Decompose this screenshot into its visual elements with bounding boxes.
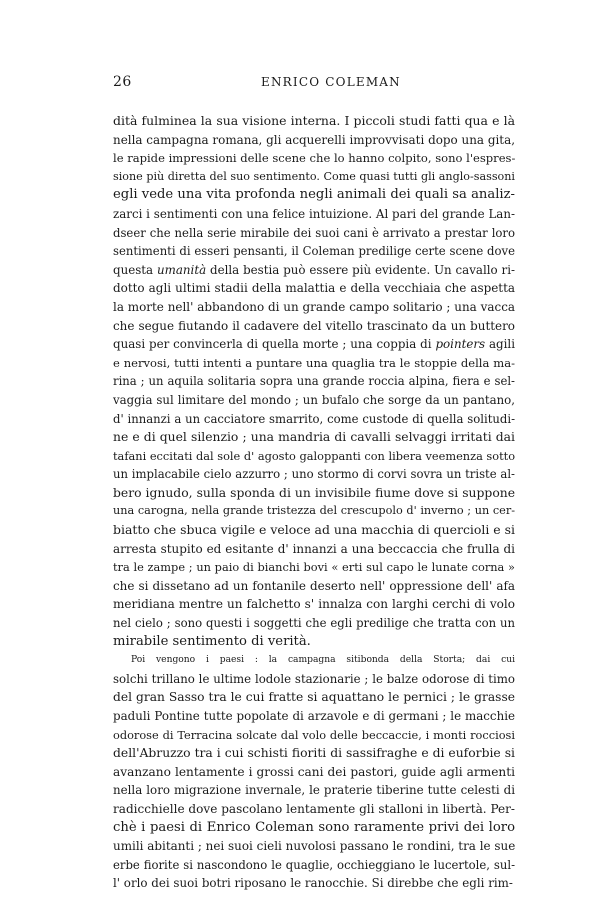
text-line: biatto che sbuca vigile e veloce ad una macchia di quercioli e si <box>113 522 515 538</box>
text-line: nel cielo ; sono questi i soggetti che egli predilige che tratta con un <box>113 616 515 631</box>
text-line: tra le zampe ; un paio di bianchi bovi « erti sul capo le lunate corna » <box>113 560 515 575</box>
paragraph <box>113 651 515 893</box>
text-line: d' innanzi a un cacciatore smarrito, come custode di quella solitudi- <box>113 411 515 426</box>
text-line: un implacabile cielo azzurro ; uno stormo di corvi sovra un triste al- <box>113 467 515 482</box>
text-line: meridiana mentre un falchetto s' innalza con larghi cerchi di volo <box>113 597 515 612</box>
text-line: paduli Pontine tutte popolate di arzavole e di germani ; le macchie <box>113 709 515 723</box>
text-line: questa umanità della bestia può essere più evidente. Un cavallo ri- <box>113 262 515 277</box>
text-line: una carogna, nella grande tristezza del crescupolo d' inverno ; un cer- <box>113 504 515 518</box>
text-line: umili abitanti ; nei suoi cieli nuvolosi passano le rondini, tra le sue <box>113 839 516 854</box>
text-line: le rapide impressioni delle scene che lo hanno colpito, sono l'espres- <box>113 151 516 166</box>
text-line: dell'Abruzzo tra i cui schisti fioriti di sassifraghe e di euforbie si <box>113 746 515 761</box>
text-line: arresta stupito ed esitante d' innanzi a una beccaccia che frulla di <box>113 541 515 556</box>
text-line: bero ignudo, sulla sponda di un invisibile fiume dove si suppone <box>113 485 515 500</box>
text-line: ne e di quel silenzio ; una mandria di cavalli selvaggi irritati dai <box>113 430 515 445</box>
text-line: dotto agli ultimi stadii della malattia e della vecchiaia che aspetta <box>113 281 515 296</box>
text-line: vaggia sul limitare del mondo ; un bufalo che sorge da un pantano, <box>113 392 515 407</box>
text-line: e nervosi, tutti intenti a puntare una quaglia tra le stoppie della ma- <box>113 355 515 370</box>
text-line: chè i paesi di Enrico Coleman sono raramente privi dei loro <box>113 819 515 835</box>
text-line: l' orlo dei suoi botri riposano le ranocchie. Si direbbe che egli rim- <box>113 876 513 891</box>
text-line: egli vede una vita profonda negli animali dei quali sa analiz- <box>113 187 515 203</box>
text-line: rina ; un aquila solitaria sopra una grande roccia alpina, fiera e sel- <box>113 374 515 389</box>
text-line: avanzano lentamente i grossi cani dei pastori, guide agli armenti <box>113 764 515 779</box>
text-line: Poi vengono i paesi : la campagna sitibonda della Storta; dai cui <box>131 655 515 666</box>
text-line: zarci i sentimenti con una felice intuizione. Al pari del grande Lan- <box>113 206 515 221</box>
text-line: radicchielle dove pascolano lentamente gli stalloni in libertà. Per- <box>113 801 515 816</box>
text-line: del gran Sasso tra le cui fratte si aquattano le pernici ; le grasse <box>113 690 515 705</box>
text-line: dità fulminea la sua visione interna. I piccoli studi fatti qua e là <box>113 113 515 128</box>
page-header <box>113 74 513 94</box>
text-line: mirabile sentimento di verità. <box>113 633 311 649</box>
text-line: che segue fiutando il cadavere del vitello trascinato da un buttero <box>113 318 515 333</box>
page-number: 26 <box>113 74 132 90</box>
body-text <box>113 112 515 893</box>
text-line: erbe fiorite si nascondono le quaglie, occhieggiano le lucertole, sul- <box>113 857 515 872</box>
text-line: solchi trillano le ultime lodole stazionarie ; le balze odorose di timo <box>113 671 515 686</box>
text-line: la morte nell' abbandono di un grande campo solitario ; una vacca <box>113 299 515 314</box>
text-line: dseer che nella serie mirabile dei suoi cani è arrivato a prestar loro <box>113 225 515 240</box>
text-line: che si dissetano ad un fontanile deserto nell' oppressione dell' afa <box>113 578 515 593</box>
text-line: quasi per convincerla di quella morte ; una coppia di pointers agili <box>113 337 515 352</box>
text-line: nella loro migrazione invernale, le praterie tiberine tutte celesti di <box>113 783 515 798</box>
text-line: sione più diretta del suo sentimento. Come quasi tutti gli anglo-sassoni <box>113 169 515 183</box>
paragraph <box>113 112 515 651</box>
text-line: sentimenti di esseri pensanti, il Coleman predilige certe scene dove <box>113 244 515 259</box>
text-line: nella campagna romana, gli acquerelli improvvisati dopo una gita, <box>113 132 515 147</box>
text-line: tafani eccitati dal sole d' agosto galoppanti con libera veemenza sotto <box>113 448 516 463</box>
running-head: ENRICO COLEMAN <box>261 75 401 89</box>
text-line: odorose di Terracina solcate dal volo delle beccaccie, i monti rocciosi <box>113 727 515 742</box>
